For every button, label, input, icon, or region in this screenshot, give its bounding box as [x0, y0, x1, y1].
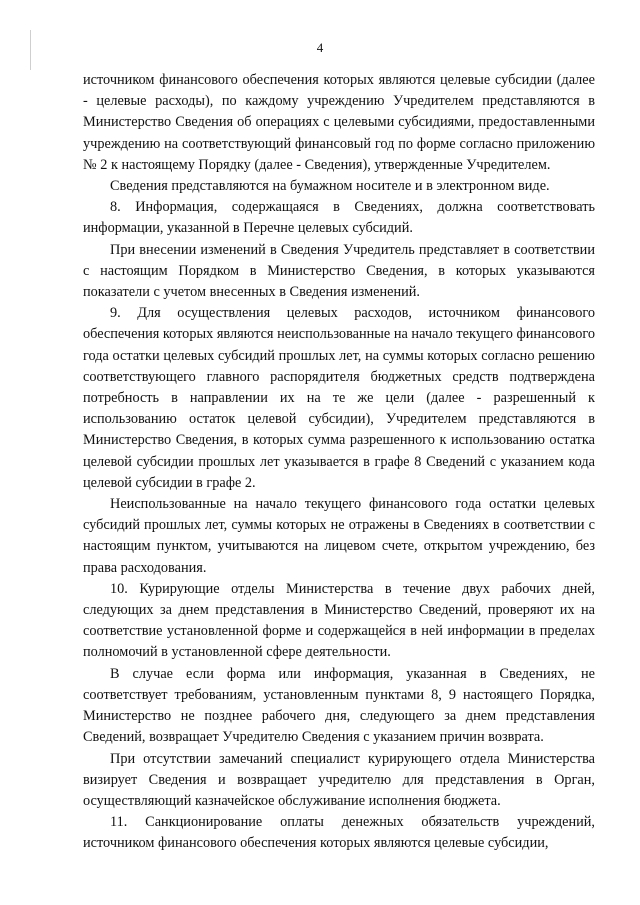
paragraph-item-11: 11. Санкционирование оплаты денежных обязательств учреждений, источником финансового обеспечения которых являются целевые субсидии,	[83, 814, 595, 852]
paragraph-approval: При отсутствии замечаний специалист курирующего отдела Министерства визирует Сведения и возвращает учредителю для представления в Орган, осуществляющий казначейское обслуживание исполнения бюджета.	[83, 750, 595, 809]
paragraph-submission-format: Сведения представляются на бумажном носителе и в электронном виде.	[110, 178, 550, 195]
paragraph-changes: При внесении изменений в Сведения Учредитель представляет в соответствии с настоящим Порядком в Министерство Сведения, в которых указываются показатели с учетом внесенных в Сведения изменений.	[83, 241, 595, 301]
page-number: 4	[316, 40, 324, 55]
paragraph-item-10: 10. Курирующие отделы Министерства в течение двух рабочих дней, следующих за днем представления в Министерство Сведений, проверяют их на соответствие установленной форме и содержащейся в ней информации в пределах полномочий в установленной сфере деятельности.	[83, 580, 595, 661]
paragraph-continuation: источником финансового обеспечения которых являются целевые субсидии (далее - целевые расходы), по каждому учреждению Учредителем представляются в Министерство Сведения об операциях с целевыми субсидиями, предоставленными учреждению на соответствующий финансовый год по форме согласно приложению № 2 к настоящему Порядку (далее - Сведения), утвержденные Учредителем.	[83, 72, 595, 173]
paragraph-unused-balances: Неиспользованные на начало текущего финансового года остатки целевых субсидий прошлых лет, суммы которых не отражены в Сведениях в соответствии с настоящим пунктом, учитываются на лицевом счете, открытом учреждению, без права расходования.	[83, 496, 595, 576]
document-body	[83, 70, 595, 855]
paragraph-item-8: 8. Информация, содержащаяся в Сведениях, должна соответствовать информации, указанной в Перечне целевых субсидий.	[83, 199, 595, 237]
paragraph-item-9: 9. Для осуществления целевых расходов, источником финансового обеспечения которых являются неиспользованные на начало текущего финансового года остатки целевых субсидий прошлых лет, на суммы которых согласно решению соответствующего главного распорядителя бюджетных средств подтверждена потребность в направлении их на те же цели (далее - разрешенный к использованию остаток целевой субсидии), Учредителем представляются в Министерство Сведения, в которых сумма разрешенного к использованию остатка целевой субсидии прошлых лет указывается в графе 8 Сведений с указанием кода целевой субсидии в графе 2.	[83, 305, 595, 491]
paragraph-return-conditions: В случае если форма или информация, указанная в Сведениях, не соответствует требованиям, установленным пунктами 8, 9 настоящего Порядка, Министерство не позднее рабочего дня, следующего за днем представления Сведений, возвращает Учредителю Сведения с указанием причин возврата.	[83, 665, 595, 746]
